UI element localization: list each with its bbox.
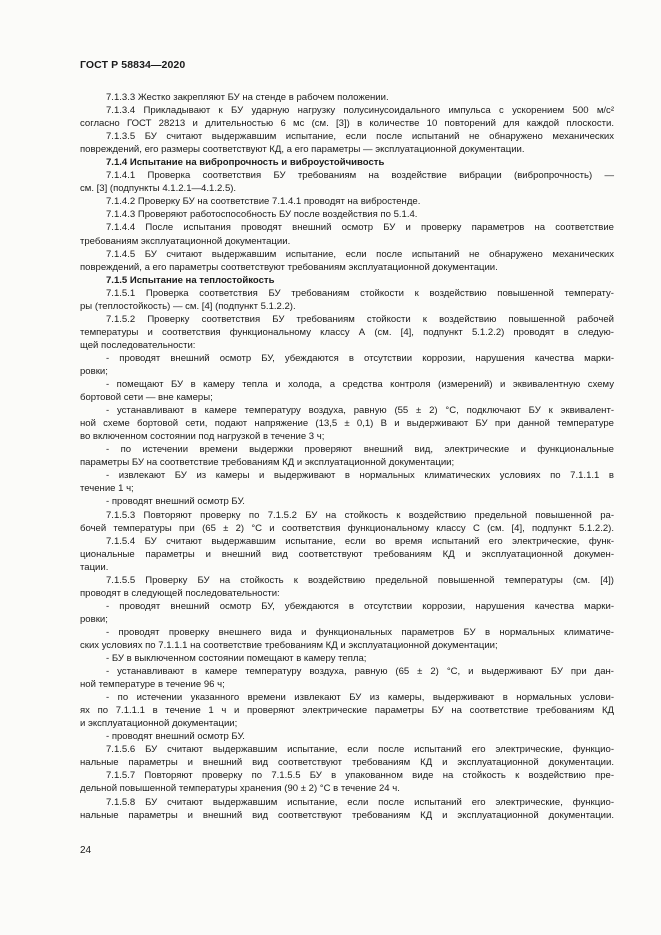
- text-line: 7.1.4.1 Проверка соответствия БУ требованиям на воздействие вибрации (вибропрочность) —: [106, 170, 614, 182]
- text-line: - по истечении времени выдержки проверяют внешний вид, электрические и функциональные: [106, 444, 614, 456]
- text-line: 7.1.5.3 Повторяют проверку по 7.1.5.2 БУ на стойкость к воздействию предельной повышенной ра-: [106, 509, 614, 521]
- text-line: проводят в следующей последовательности:: [80, 587, 280, 599]
- document-body: [80, 91, 614, 822]
- text-line: 7.1.5.1 Проверка соответствия БУ требованиям стойкости к воздействию повышенной температу-: [106, 287, 614, 299]
- text-line: ровки;: [80, 613, 108, 625]
- text-line: тации.: [80, 561, 109, 573]
- text-line: дельной повышенной температуры хранения (90 ± 2) °С в течение 24 ч.: [80, 783, 400, 795]
- text-line: 7.1.5.5 Проверку БУ на стойкость к воздействию предельной повышенной температуры (см. [4]): [106, 574, 614, 586]
- text-line: ях по 7.1.1.1 в течение 1 ч и проверяют электрические параметры БУ на соответствие требованиям КД: [80, 705, 614, 717]
- text-line: ной схеме бортовой сети, подают напряжение (13,5 ± 0,1) В и выдерживают БУ при данной температуре: [80, 418, 614, 430]
- page-number: 24: [80, 845, 92, 856]
- text-line: бочей температуры при (65 ± 2) °С и соответствия функциональному классу С (см. [4], подпункт 5.1.2.2).: [80, 522, 614, 534]
- text-line: 7.1.4.4 После испытания проводят внешний осмотр БУ и проверку параметров на соответствие: [106, 222, 614, 234]
- text-line: циональные параметры и внешний вид соответствуют требованиям КД и эксплуатационной докумен-: [80, 548, 614, 560]
- text-line: - извлекают БУ из камеры и выдерживают в нормальных климатических условиях по 7.1.1.1 в: [106, 470, 614, 482]
- text-line: 7.1.3.3 Жестко закрепляют БУ на стенде в рабочем положении.: [106, 92, 389, 103]
- text-line: 7.1.4.5 БУ считают выдержавшим испытание, если после испытаний не обнаружено механических: [106, 248, 614, 260]
- text-line: 7.1.4.2 Проверку БУ на соответствие 7.1.4.1 проводят на вибростенде.: [106, 196, 421, 208]
- text-line: - проводят внешний осмотр БУ, убеждаются в отсутствии коррозии, нарушения качества марки-: [106, 352, 614, 364]
- text-line: параметры БУ на соответствие требованиям КД и эксплуатационной документации;: [80, 457, 455, 469]
- text-line: - устанавливают в камере температуру воздуха, равную (55 ± 2) °С, подключают БУ к эквивалент-: [106, 405, 614, 417]
- text-line: 7.1.5.2 Проверку соответствия БУ требованиям стойкости к воздействию повышенной рабочей: [106, 313, 614, 325]
- text-line: во включенном состоянии под нагрузкой в течение 3 ч;: [80, 431, 325, 443]
- text-line: щей последовательности:: [80, 339, 196, 351]
- text-line: повреждений, его размеры соответствуют КД, а его параметры — эксплуатационной документации.: [80, 144, 525, 156]
- text-line: ры (теплостойкость) — см. [4] (подпункт 5.1.2.2).: [80, 300, 296, 312]
- text-line: - устанавливают в камере температуру воздуха, равную (65 ± 2) °С, и выдерживают БУ при дан-: [106, 666, 614, 678]
- text-line: течение 1 ч;: [80, 483, 134, 495]
- text-line: 7.1.3.4 Прикладывают к БУ ударную нагрузку полусинусоидального импульса с ускорением 500 м/с²: [106, 105, 614, 117]
- text-line: нальные параметры и внешний вид соответствуют требованиям КД и эксплуатационной документации.: [80, 809, 614, 821]
- text-line: - проводят проверку внешнего вида и функциональных параметров БУ в нормальных климатиче-: [106, 626, 614, 638]
- document-header: ГОСТ Р 58834—2020: [80, 59, 186, 71]
- text-line: ских условиях по 7.1.1.1 на соответствие требованиям КД и эксплуатационной документации;: [80, 639, 498, 651]
- text-line: - БУ в выключенном состоянии помещают в камеру тепла;: [106, 653, 367, 665]
- text-line: 7.1.5.4 БУ считают выдержавшим испытание, если во время испытаний его электрические, функ-: [106, 535, 614, 547]
- text-line: - проводят внешний осмотр БУ.: [106, 731, 245, 743]
- text-line: согласно ГОСТ 28213 и длительностью 6 мс (см. [3]) в количестве 10 повторений для каждой плоскости.: [80, 118, 614, 130]
- text-line: 7.1.5.6 БУ считают выдержавшим испытание, если после испытаний его электрические, функцио-: [106, 744, 614, 756]
- text-line: температуры и соответствия функциональному классу А (см. [4], подпункт 5.1.2.2) проводят в следую-: [80, 326, 614, 338]
- text-line: 7.1.4 Испытание на вибропрочность и виброустойчивость: [106, 157, 385, 169]
- text-line: ровки;: [80, 365, 108, 377]
- text-line: требованиям эксплуатационной документации.: [80, 235, 291, 247]
- text-line: повреждений, а его параметры соответствуют требованиям эксплуатационной документации.: [80, 261, 498, 273]
- text-line: - проводят внешний осмотр БУ, убеждаются в отсутствии коррозии, нарушения качества марки-: [106, 600, 614, 612]
- text-line: 7.1.5.8 БУ считают выдержавшим испытание, если после испытаний его электрические, функцио-: [106, 796, 614, 808]
- text-line: 7.1.4.3 Проверяют работоспособность БУ после воздействия по 5.1.4.: [106, 209, 418, 221]
- text-line: см. [3] (подпункты 4.1.2.1—4.1.2.5).: [80, 183, 237, 195]
- text-line: 7.1.5 Испытание на теплостойкость: [106, 274, 275, 286]
- text-line: - по истечении указанного времени извлекают БУ из камеры, выдерживают в нормальных услови-: [106, 692, 614, 704]
- text-line: ной температуре в течение 96 ч;: [80, 679, 225, 691]
- text-line: и эксплуатационной документации;: [80, 718, 238, 730]
- text-line: 7.1.3.5 БУ считают выдержавшим испытание, если после испытаний не обнаружено механических: [106, 131, 614, 143]
- text-line: - проводят внешний осмотр БУ.: [106, 496, 245, 508]
- text-line: 7.1.5.7 Повторяют проверку по 7.1.5.5 БУ в упакованном виде на стойкость к воздействию пре-: [106, 770, 614, 782]
- text-line: нальные параметры и внешний вид соответствуют требованиям КД и эксплуатационной документации.: [80, 757, 614, 769]
- text-line: - помещают БУ в камеру тепла и холода, а средства контроля (измерений) и эквивалентную схему: [106, 379, 614, 391]
- text-line: бортовой сети — вне камеры;: [80, 392, 213, 404]
